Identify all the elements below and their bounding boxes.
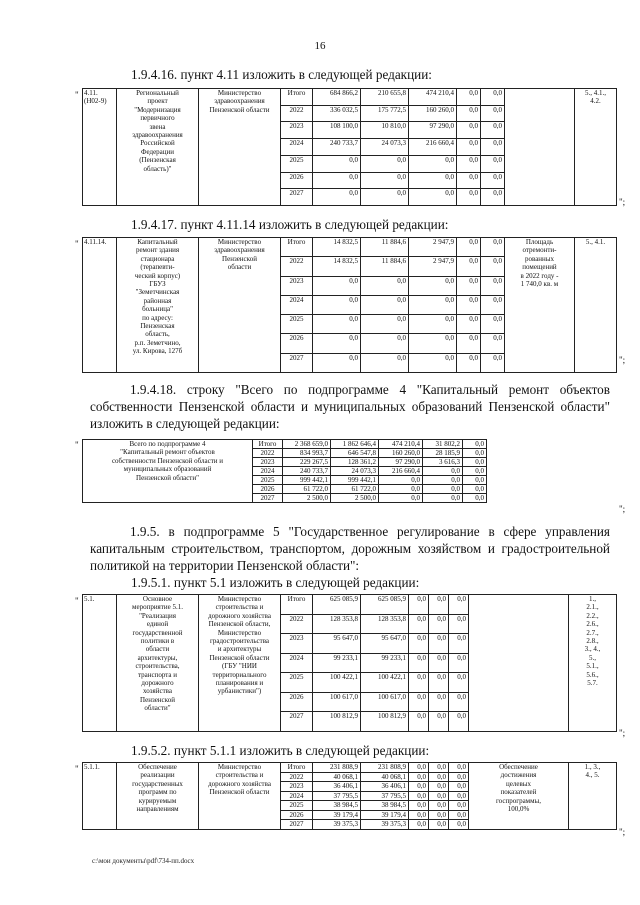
value-cell: 684 866,2 — [313, 89, 361, 106]
value-cell: 0,0 — [313, 276, 361, 295]
target-indicator-cell: Обеспечение достижения целевых показателей госпрограммы, 100,0% — [469, 763, 569, 830]
value-cell: 28 185,9 — [423, 449, 463, 458]
year-cell: Итого — [281, 238, 313, 257]
value-cell: 0,0 — [429, 763, 449, 773]
row-code-cell: 5.1.1. — [83, 763, 117, 830]
value-cell: 11 884,6 — [361, 257, 409, 276]
value-cell: 95 647,0 — [361, 634, 409, 654]
value-cell: 0,0 — [429, 801, 449, 811]
value-cell: 2 500,0 — [283, 494, 331, 503]
value-cell: 625 085,9 — [361, 595, 409, 615]
value-cell: 61 722,0 — [331, 485, 379, 494]
target-indicator-cell: Площадь отремонти- рованных помещений в 2022 году - 1 740,0 кв. м — [505, 238, 575, 373]
value-cell: 36 406,1 — [361, 782, 409, 792]
value-cell: 37 795,5 — [313, 791, 361, 801]
value-cell: 0,0 — [429, 614, 449, 634]
value-cell: 14 832,5 — [313, 257, 361, 276]
year-cell: 2024 — [281, 653, 313, 673]
value-cell: 0,0 — [449, 692, 469, 712]
value-cell: 0,0 — [457, 89, 481, 106]
year-cell: 2025 — [281, 801, 313, 811]
table-row — [83, 595, 617, 615]
value-cell: 0,0 — [313, 295, 361, 314]
value-cell: 2 947,9 — [409, 257, 457, 276]
value-cell: 61 722,0 — [283, 485, 331, 494]
row-name-cell: Капитальный ремонт здания стационара (терапевти- ческий корпус) ГБУЗ "Земетчинская районная больница" по адресу: Пензенская область, р.п. Земетчино, ул. Кирова, 127б — [117, 238, 199, 373]
value-cell: 0,0 — [379, 494, 423, 503]
value-cell: 0,0 — [361, 172, 409, 189]
value-cell: 100 617,0 — [313, 692, 361, 712]
value-cell: 240 733,7 — [283, 467, 331, 476]
section-heading-4-11: 1.9.4.16. пункт 4.11 изложить в следующей редакции: — [131, 67, 432, 82]
value-cell: 0,0 — [457, 295, 481, 314]
year-cell: 2022 — [281, 105, 313, 122]
value-cell: 0,0 — [449, 782, 469, 792]
value-cell: 0,0 — [481, 89, 505, 106]
section-heading-5-1: 1.9.5.1. пункт 5.1 изложить в следующей редакции: — [131, 575, 420, 590]
value-cell: 0,0 — [409, 353, 457, 372]
value-cell: 0,0 — [449, 614, 469, 634]
value-cell: 40 068,1 — [313, 772, 361, 782]
value-cell: 40 068,1 — [361, 772, 409, 782]
value-cell: 39 375,3 — [361, 820, 409, 830]
value-cell: 0,0 — [423, 494, 463, 503]
value-cell: 0,0 — [423, 467, 463, 476]
year-cell: 2024 — [253, 467, 283, 476]
value-cell: 0,0 — [449, 810, 469, 820]
value-cell: 0,0 — [409, 673, 429, 693]
value-cell: 160 260,0 — [409, 105, 457, 122]
table-row — [83, 440, 487, 449]
value-cell: 0,0 — [409, 189, 457, 206]
value-cell: 100 812,9 — [361, 712, 409, 732]
value-cell: 0,0 — [449, 791, 469, 801]
value-cell: 175 772,5 — [361, 105, 409, 122]
paragraph-1-9-5: 1.9.5. в подпрограмме 5 "Государственное регулирование в сфере управления капитальным строительством, транспортом, дорожным хозяйством и градостроительной политикой на территории Пензенской области": — [90, 524, 610, 573]
value-cell: 210 655,8 — [361, 89, 409, 106]
value-cell: 97 290,0 — [409, 122, 457, 139]
year-cell: 2022 — [281, 772, 313, 782]
value-cell: 0,0 — [481, 276, 505, 295]
value-cell: 0,0 — [449, 653, 469, 673]
year-cell: 2026 — [281, 334, 313, 353]
year-cell: 2026 — [281, 172, 313, 189]
close-quote: "; — [619, 197, 626, 207]
row-code-cell: 4.11. (Н02-9) — [83, 89, 117, 206]
value-cell: 0,0 — [409, 692, 429, 712]
year-cell: 2022 — [253, 449, 283, 458]
value-cell: 11 884,6 — [361, 238, 409, 257]
value-cell: 0,0 — [409, 820, 429, 830]
value-cell: 2 947,9 — [409, 238, 457, 257]
value-cell: 0,0 — [481, 122, 505, 139]
paragraph-1-9-4-18: 1.9.4.18. строку "Всего по подпрограмме 4 "Капитальный ремонт объектов собственности Пензенской области и муниципальных образований Пензенской области" изложить в следующей редакции: — [90, 382, 610, 431]
reference-cell: 1., 2.1., 2.2., 2.6., 2.7., 2.8., 3., 4., 5., 5.1., 5.6., 5.7. — [569, 595, 617, 732]
table-4-11 — [82, 88, 617, 206]
value-cell: 0,0 — [409, 772, 429, 782]
reference-cell: 1., 3., 4., 5. — [569, 763, 617, 830]
year-cell: 2024 — [281, 791, 313, 801]
row-name-cell: Обеспечение реализации государственных программ по курируемым направлениям — [117, 763, 199, 830]
year-cell: 2025 — [281, 315, 313, 334]
value-cell: 108 100,0 — [313, 122, 361, 139]
value-cell: 0,0 — [423, 485, 463, 494]
value-cell: 2 500,0 — [331, 494, 379, 503]
value-cell: 0,0 — [463, 476, 487, 485]
value-cell: 36 406,1 — [313, 782, 361, 792]
target-indicator-cell — [505, 89, 575, 206]
value-cell: 0,0 — [313, 334, 361, 353]
value-cell: 834 993,7 — [283, 449, 331, 458]
value-cell: 229 267,5 — [283, 458, 331, 467]
value-cell: 39 179,4 — [361, 810, 409, 820]
value-cell: 0,0 — [409, 334, 457, 353]
value-cell: 0,0 — [481, 295, 505, 314]
value-cell: 474 210,4 — [379, 440, 423, 449]
close-quote: "; — [619, 355, 626, 365]
open-quote: " — [75, 239, 79, 249]
value-cell: 0,0 — [379, 485, 423, 494]
table-total-subprogram-4 — [82, 439, 487, 503]
value-cell: 0,0 — [429, 791, 449, 801]
value-cell: 0,0 — [361, 276, 409, 295]
value-cell: 0,0 — [481, 238, 505, 257]
value-cell: 0,0 — [463, 494, 487, 503]
value-cell: 0,0 — [481, 105, 505, 122]
value-cell: 1 862 646,4 — [331, 440, 379, 449]
value-cell: 97 290,0 — [379, 458, 423, 467]
value-cell: 0,0 — [313, 315, 361, 334]
value-cell: 0,0 — [361, 315, 409, 334]
year-cell: 2022 — [281, 614, 313, 634]
value-cell: 0,0 — [463, 458, 487, 467]
value-cell: 0,0 — [481, 257, 505, 276]
row-name-cell: Основное мероприятие 5.1. "Реализация единой государственной политики в области архитектуры, строительства, транспорта и дорожного хозяйства Пензенской области" — [117, 595, 199, 732]
value-cell: 24 073,3 — [361, 139, 409, 156]
table-4-11-14 — [82, 237, 617, 373]
value-cell: 0,0 — [429, 634, 449, 654]
value-cell: 231 808,9 — [313, 763, 361, 773]
value-cell: 0,0 — [449, 673, 469, 693]
value-cell: 0,0 — [449, 763, 469, 773]
value-cell: 0,0 — [457, 238, 481, 257]
value-cell: 128 353,8 — [313, 614, 361, 634]
value-cell: 240 733,7 — [313, 139, 361, 156]
value-cell: 0,0 — [361, 334, 409, 353]
year-cell: 2027 — [281, 712, 313, 732]
value-cell: 0,0 — [409, 172, 457, 189]
value-cell: 0,0 — [429, 820, 449, 830]
value-cell: 0,0 — [409, 634, 429, 654]
value-cell: 0,0 — [457, 257, 481, 276]
year-cell: 2027 — [253, 494, 283, 503]
value-cell: 39 375,3 — [313, 820, 361, 830]
value-cell: 0,0 — [457, 189, 481, 206]
value-cell: 128 361,2 — [331, 458, 379, 467]
section-heading-5-1-1: 1.9.5.2. пункт 5.1.1 изложить в следующей редакции: — [131, 743, 430, 758]
value-cell: 0,0 — [409, 763, 429, 773]
value-cell: 0,0 — [361, 353, 409, 372]
value-cell: 24 073,3 — [331, 467, 379, 476]
year-cell: Итого — [281, 763, 313, 773]
file-path-footer: c:\мои документы\pdf\734-пп.docx — [92, 857, 195, 865]
value-cell: 0,0 — [449, 772, 469, 782]
year-cell: 2023 — [281, 276, 313, 295]
reference-cell: 5., 4.1. — [575, 238, 617, 373]
value-cell: 0,0 — [379, 476, 423, 485]
value-cell: 0,0 — [457, 155, 481, 172]
value-cell: 0,0 — [481, 315, 505, 334]
value-cell: 99 233,1 — [313, 653, 361, 673]
year-cell: 2027 — [281, 820, 313, 830]
value-cell: 0,0 — [423, 476, 463, 485]
year-cell: Итого — [281, 595, 313, 615]
value-cell: 100 812,9 — [313, 712, 361, 732]
value-cell: 216 660,4 — [409, 139, 457, 156]
value-cell: 0,0 — [481, 189, 505, 206]
value-cell: 0,0 — [313, 353, 361, 372]
value-cell: 0,0 — [409, 614, 429, 634]
year-cell: 2024 — [281, 139, 313, 156]
page-number: 16 — [314, 40, 326, 52]
value-cell: 2 368 659,0 — [283, 440, 331, 449]
row-code-cell: 5.1. — [83, 595, 117, 732]
value-cell: 0,0 — [313, 189, 361, 206]
value-cell: 0,0 — [429, 810, 449, 820]
value-cell: 0,0 — [449, 595, 469, 615]
value-cell: 999 442,1 — [331, 476, 379, 485]
value-cell: 0,0 — [463, 485, 487, 494]
year-cell: 2026 — [253, 485, 283, 494]
year-cell: 2024 — [281, 295, 313, 314]
value-cell: 37 795,5 — [361, 791, 409, 801]
table-5-1 — [82, 594, 617, 732]
year-cell: 2026 — [281, 810, 313, 820]
row-code-cell: 4.11.14. — [83, 238, 117, 373]
value-cell: 646 547,8 — [331, 449, 379, 458]
value-cell: 999 442,1 — [283, 476, 331, 485]
value-cell: 0,0 — [457, 122, 481, 139]
value-cell: 100 617,0 — [361, 692, 409, 712]
executor-cell: Министерство строительства и дорожного хозяйства Пензенской области, Министерство градостроительства и архитектуры Пензенской области (ГБУ "НИИ территориального планирования и урбанистики") — [199, 595, 281, 732]
value-cell: 3 616,3 — [423, 458, 463, 467]
value-cell: 95 647,0 — [313, 634, 361, 654]
year-cell: 2027 — [281, 189, 313, 206]
value-cell: 474 210,4 — [409, 89, 457, 106]
value-cell: 160 260,0 — [379, 449, 423, 458]
value-cell: 0,0 — [481, 334, 505, 353]
year-cell: 2023 — [253, 458, 283, 467]
value-cell: 0,0 — [457, 334, 481, 353]
value-cell: 0,0 — [449, 634, 469, 654]
value-cell: 0,0 — [409, 595, 429, 615]
value-cell: 99 233,1 — [361, 653, 409, 673]
value-cell: 0,0 — [409, 295, 457, 314]
value-cell: 14 832,5 — [313, 238, 361, 257]
value-cell: 0,0 — [429, 653, 449, 673]
value-cell: 0,0 — [429, 712, 449, 732]
table-row — [83, 763, 617, 773]
year-cell: 2022 — [281, 257, 313, 276]
value-cell: 128 353,8 — [361, 614, 409, 634]
row-name-cell: Всего по подпрограмме 4 "Капитальный ремонт объектов собственности Пензенской области и муниципальных образований Пензенской области" — [83, 440, 253, 503]
value-cell: 0,0 — [361, 155, 409, 172]
value-cell: 0,0 — [481, 172, 505, 189]
year-cell: 2023 — [281, 634, 313, 654]
value-cell: 39 179,4 — [313, 810, 361, 820]
year-cell: Итого — [253, 440, 283, 449]
value-cell: 0,0 — [457, 172, 481, 189]
value-cell: 0,0 — [361, 189, 409, 206]
value-cell: 0,0 — [409, 155, 457, 172]
value-cell: 0,0 — [361, 295, 409, 314]
value-cell: 0,0 — [457, 276, 481, 295]
open-quote: " — [75, 596, 79, 606]
executor-cell: Министерство строительства и дорожного хозяйства Пензенской области — [199, 763, 281, 830]
row-name-cell: Региональный проект "Модернизация первичного звена здравоохранения Российской Федерации (Пензенская область)" — [117, 89, 199, 206]
value-cell: 0,0 — [429, 595, 449, 615]
year-cell: 2025 — [281, 155, 313, 172]
value-cell: 336 032,5 — [313, 105, 361, 122]
value-cell: 31 802,2 — [423, 440, 463, 449]
value-cell: 0,0 — [409, 801, 429, 811]
value-cell: 0,0 — [449, 712, 469, 732]
value-cell: 0,0 — [409, 653, 429, 673]
value-cell: 38 984,5 — [313, 801, 361, 811]
value-cell: 0,0 — [481, 155, 505, 172]
value-cell: 0,0 — [409, 315, 457, 334]
value-cell: 0,0 — [313, 155, 361, 172]
table-row — [83, 89, 617, 106]
value-cell: 10 810,0 — [361, 122, 409, 139]
value-cell: 0,0 — [457, 353, 481, 372]
value-cell: 0,0 — [429, 692, 449, 712]
value-cell: 0,0 — [313, 172, 361, 189]
value-cell: 0,0 — [463, 467, 487, 476]
executor-cell: Министерство здравоохранения Пензенской области — [199, 89, 281, 206]
value-cell: 0,0 — [429, 673, 449, 693]
value-cell: 0,0 — [409, 791, 429, 801]
value-cell: 0,0 — [449, 801, 469, 811]
value-cell: 0,0 — [481, 353, 505, 372]
value-cell: 0,0 — [409, 782, 429, 792]
value-cell: 231 808,9 — [361, 763, 409, 773]
section-heading-4-11-14: 1.9.4.17. пункт 4.11.14 изложить в следующей редакции: — [131, 217, 449, 232]
value-cell: 0,0 — [463, 440, 487, 449]
executor-cell: Министерство здравоохранения Пензенской области — [199, 238, 281, 373]
value-cell: 0,0 — [409, 276, 457, 295]
year-cell: 2023 — [281, 782, 313, 792]
value-cell: 0,0 — [409, 810, 429, 820]
target-indicator-cell — [469, 595, 569, 732]
value-cell: 0,0 — [457, 139, 481, 156]
year-cell: 2025 — [281, 673, 313, 693]
value-cell: 38 984,5 — [361, 801, 409, 811]
value-cell: 0,0 — [409, 712, 429, 732]
value-cell: 0,0 — [457, 315, 481, 334]
value-cell: 0,0 — [463, 449, 487, 458]
value-cell: 0,0 — [429, 782, 449, 792]
year-cell: Итого — [281, 89, 313, 106]
value-cell: 0,0 — [481, 139, 505, 156]
year-cell: 2023 — [281, 122, 313, 139]
value-cell: 0,0 — [457, 105, 481, 122]
reference-cell: 5., 4.1., 4.2. — [575, 89, 617, 206]
close-quote: "; — [619, 504, 626, 514]
close-quote: "; — [619, 827, 626, 837]
value-cell: 100 422,1 — [313, 673, 361, 693]
open-quote: " — [75, 764, 79, 774]
close-quote: "; — [619, 728, 626, 738]
year-cell: 2026 — [281, 692, 313, 712]
value-cell: 625 085,9 — [313, 595, 361, 615]
value-cell: 216 660,4 — [379, 467, 423, 476]
open-quote: " — [75, 90, 79, 100]
value-cell: 0,0 — [429, 772, 449, 782]
table-5-1-1 — [82, 762, 617, 830]
year-cell: 2025 — [253, 476, 283, 485]
table-row — [83, 238, 617, 257]
year-cell: 2027 — [281, 353, 313, 372]
value-cell: 0,0 — [449, 820, 469, 830]
value-cell: 100 422,1 — [361, 673, 409, 693]
open-quote: " — [75, 440, 79, 450]
